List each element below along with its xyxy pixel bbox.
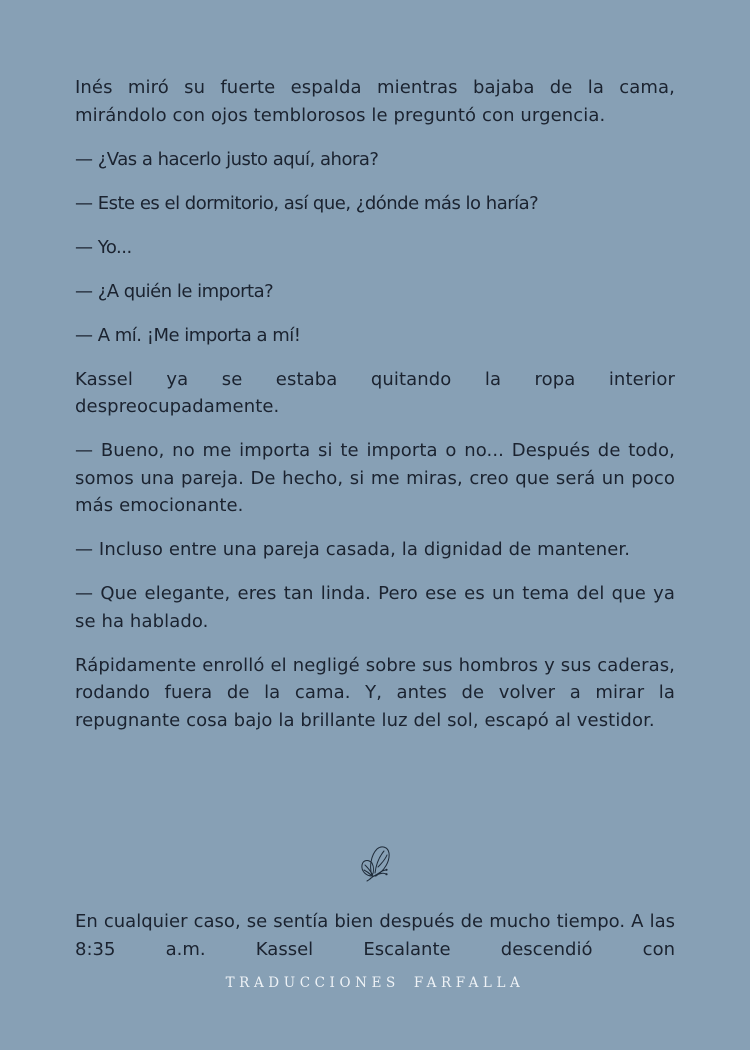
butterfly-icon [355, 843, 395, 888]
dialogue-line: — Yo... [75, 236, 132, 258]
dialogue-line: — Bueno, no me importa si te importa o no... Después de todo, somos una pareja. De hecho, si me miras, creo que será un poco más emocionante. [75, 440, 675, 516]
dialogue-line: — A mí. ¡Me importa a mí! [75, 324, 301, 346]
dialogue-line: — ¿Vas a hacerlo justo aquí, ahora? [75, 148, 379, 170]
dialogue-line: — Incluso entre una pareja casada, la dignidad de mantener. [75, 539, 631, 560]
story-text [75, 74, 675, 751]
narration-paragraph: Inés miró su fuerte espalda mientras bajaba de la cama, mirándolo con ojos temblorosos le preguntó con urgencia. [75, 77, 675, 126]
dialogue-line: — ¿A quién le importa? [75, 280, 274, 302]
narration-paragraph: Rápidamente enrolló el negligé sobre sus hombros y sus caderas, rodando fuera de la cama. Y, antes de volver a mirar la repugnante cosa bajo la brillante luz del sol, escapó al vestidor. [75, 654, 675, 731]
footer-word: TRADUCCIONES [225, 975, 400, 991]
dialogue-line: — Que elegante, eres tan linda. Pero ese es un tema del que ya se ha hablado. [75, 583, 675, 632]
footer-credit [0, 975, 750, 991]
narration-paragraph: Kassel ya se estaba quitando la ropa interior despreocupadamente. [75, 368, 675, 417]
continuation-paragraph: En cualquier caso, se sentía bien después de mucho tiempo. A las 8:35 a.m. Kassel Escalante descendió con [75, 911, 675, 960]
footer-word: FARFALLA [413, 975, 525, 991]
dialogue-line: — Este es el dormitorio, así que, ¿dónde más lo haría? [75, 192, 539, 214]
